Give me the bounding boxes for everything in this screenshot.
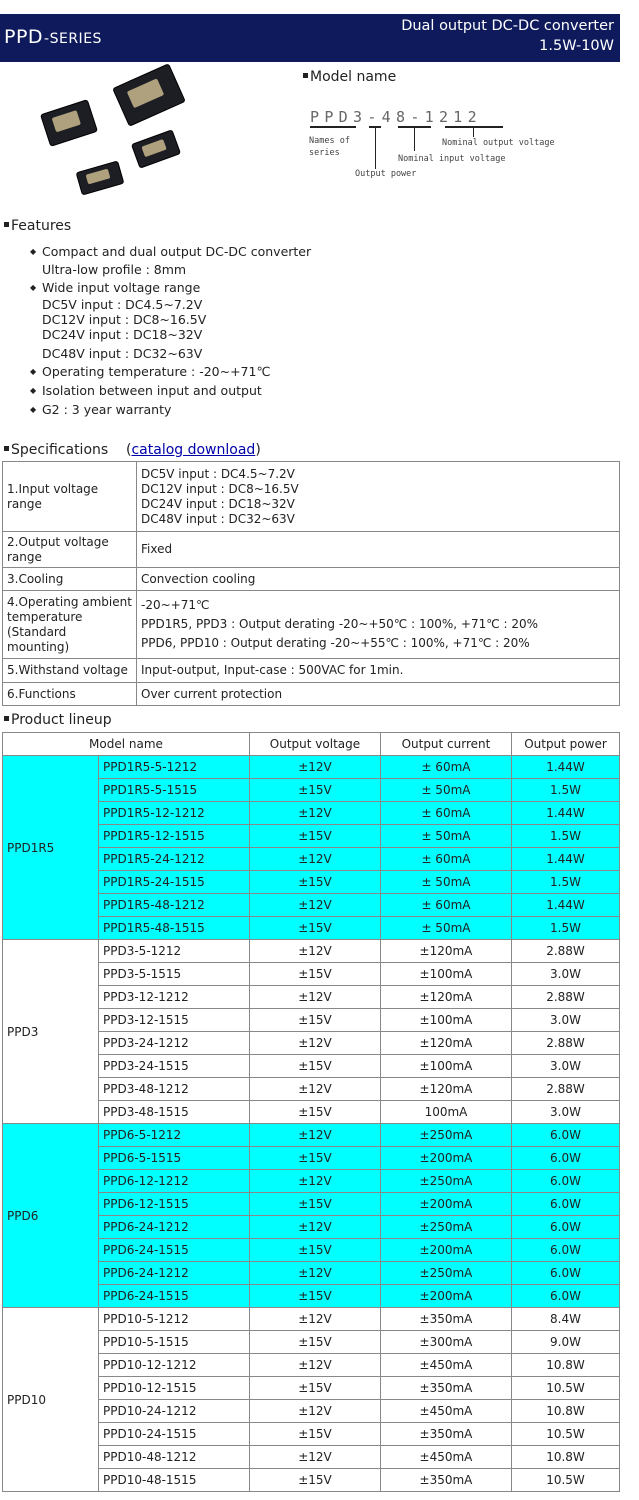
output-current-cell: ±450mA (380, 1446, 511, 1469)
model-cell: PPD3-24-1515 (99, 1055, 250, 1078)
output-power-cell: 1.44W (511, 756, 619, 779)
output-current-cell: ±250mA (380, 1170, 511, 1193)
model-cell: PPD1R5-12-1212 (99, 802, 250, 825)
output-power-cell: 10.5W (511, 1377, 619, 1400)
model-cell: PPD3-48-1515 (99, 1101, 250, 1124)
converter-module-image (40, 99, 98, 147)
spec-value: -20~+71℃ PPD1R5, PPD3 : Output derating -20~+50℃ : 100%, +71℃ : 20% PPD6, PPD10 : Output derating -20~+55℃ : 100%, +71℃ : 20% (137, 591, 620, 659)
output-current-cell: ± 50mA (380, 825, 511, 848)
output-power-cell: 6.0W (511, 1170, 619, 1193)
output-current-cell: ±100mA (380, 1009, 511, 1032)
output-power-cell: 6.0W (511, 1262, 619, 1285)
spec-row (3, 532, 620, 568)
model-cell: PPD6-24-1515 (99, 1239, 250, 1262)
output-current-cell: ±120mA (380, 1032, 511, 1055)
spec-label: 3.Cooling (3, 568, 137, 591)
feature-item: ◆ G2 : 3 year warranty (30, 400, 311, 419)
output-voltage-cell: ±12V (249, 802, 380, 825)
model-cell: PPD3-12-1212 (99, 986, 250, 1009)
product-lineup-heading: Product lineup (4, 712, 112, 728)
model-cell: PPD6-24-1515 (99, 1285, 250, 1308)
model-cell: PPD3-5-1515 (99, 963, 250, 986)
model-cell: PPD10-12-1515 (99, 1377, 250, 1400)
model-cell: PPD1R5-24-1515 (99, 871, 250, 894)
feature-item: ◆ Compact and dual output DC-DC converter Ultra-low profile : 8mm (30, 242, 311, 278)
output-power-cell: 3.0W (511, 1101, 619, 1124)
output-power-cell: 2.88W (511, 940, 619, 963)
output-current-cell: ±100mA (380, 963, 511, 986)
series-group-name: PPD1R5 (3, 756, 99, 940)
output-voltage-cell: ±15V (249, 1193, 380, 1216)
output-voltage-cell: ±15V (249, 1331, 380, 1354)
output-voltage-cell: ±15V (249, 779, 380, 802)
output-power-cell: 6.0W (511, 1193, 619, 1216)
output-voltage-cell: ±12V (249, 894, 380, 917)
output-current-cell: ± 50mA (380, 917, 511, 940)
output-voltage-cell: ±12V (249, 1354, 380, 1377)
output-voltage-cell: ±15V (249, 1101, 380, 1124)
output-power-cell: 9.0W (511, 1331, 619, 1354)
model-cell: PPD1R5-48-1212 (99, 894, 250, 917)
feature-item: ◆ Operating temperature : -20~+71℃ (30, 362, 311, 381)
output-power-cell: 6.0W (511, 1285, 619, 1308)
lineup-row (3, 940, 620, 963)
output-power-cell: 1.5W (511, 779, 619, 802)
output-voltage-cell: ±12V (249, 986, 380, 1009)
spec-row (3, 683, 620, 706)
model-cell: PPD10-5-1515 (99, 1331, 250, 1354)
output-voltage-cell: ±12V (249, 1170, 380, 1193)
features-list (30, 242, 311, 419)
spec-value: Convection cooling (137, 568, 620, 591)
model-cell: PPD3-12-1515 (99, 1009, 250, 1032)
spec-label: 2.Output voltage range (3, 532, 137, 568)
output-power-cell: 2.88W (511, 1078, 619, 1101)
bullet-square-icon (4, 446, 9, 451)
output-voltage-cell: ±15V (249, 1377, 380, 1400)
bullet-square-icon (303, 73, 308, 78)
output-power-cell: 1.5W (511, 871, 619, 894)
spec-row (3, 568, 620, 591)
output-current-cell: ±100mA (380, 1055, 511, 1078)
output-voltage-cell: ±12V (249, 1216, 380, 1239)
output-voltage-cell: ±15V (249, 1147, 380, 1170)
output-current-cell: ±120mA (380, 986, 511, 1009)
spec-label: 4.Operating ambient temperature (Standard mounting) (3, 591, 137, 659)
series-group-name: PPD3 (3, 940, 99, 1124)
model-cell: PPD6-12-1515 (99, 1193, 250, 1216)
output-current-cell: ±300mA (380, 1331, 511, 1354)
label-names-of-series: Names of series (309, 136, 350, 158)
model-cell: PPD1R5-12-1515 (99, 825, 250, 848)
output-current-cell: ± 50mA (380, 871, 511, 894)
output-current-cell: ±450mA (380, 1400, 511, 1423)
model-cell: PPD10-12-1212 (99, 1354, 250, 1377)
product-photo (30, 66, 190, 196)
output-power-cell: 3.0W (511, 1055, 619, 1078)
specifications-table (2, 461, 620, 706)
output-current-cell: ±250mA (380, 1262, 511, 1285)
bullet-square-icon (4, 222, 9, 227)
spec-label: 5.Withstand voltage (3, 659, 137, 683)
spec-value: Fixed (137, 532, 620, 568)
output-voltage-cell: ±15V (249, 1285, 380, 1308)
output-voltage-cell: ±12V (249, 1124, 380, 1147)
output-voltage-cell: ±15V (249, 1239, 380, 1262)
output-power-cell: 3.0W (511, 1009, 619, 1032)
spec-row (3, 591, 620, 659)
model-cell: PPD10-5-1212 (99, 1308, 250, 1331)
output-current-cell: ±350mA (380, 1377, 511, 1400)
output-current-cell: ±200mA (380, 1239, 511, 1262)
output-power-cell: 10.5W (511, 1423, 619, 1446)
model-cell: PPD6-24-1212 (99, 1262, 250, 1285)
series-description: Dual output DC-DC converter 1.5W-10W (401, 18, 614, 54)
output-voltage-cell: ±12V (249, 1308, 380, 1331)
output-power-cell: 2.88W (511, 1032, 619, 1055)
spec-value: DC5V input : DC4.5~7.2V DC12V input : DC8~16.5V DC24V input : DC18~32V DC48V input : DC32~63V (137, 462, 620, 532)
model-cell: PPD10-24-1212 (99, 1400, 250, 1423)
output-power-cell: 6.0W (511, 1239, 619, 1262)
model-code-example: PPD3-48-1212 (310, 108, 482, 126)
model-cell: PPD10-48-1515 (99, 1469, 250, 1492)
label-nominal-input-voltage: Nominal input voltage (398, 154, 506, 164)
model-cell: PPD1R5-5-1212 (99, 756, 250, 779)
output-power-cell: 6.0W (511, 1216, 619, 1239)
output-current-cell: ±350mA (380, 1469, 511, 1492)
output-voltage-cell: ±12V (249, 1400, 380, 1423)
series-header (0, 14, 620, 62)
features-heading: Features (4, 218, 71, 234)
output-current-cell: ±350mA (380, 1423, 511, 1446)
lineup-row (3, 1124, 620, 1147)
model-cell: PPD10-48-1212 (99, 1446, 250, 1469)
model-cell: PPD1R5-48-1515 (99, 917, 250, 940)
converter-module-image (131, 129, 181, 168)
model-cell: PPD6-5-1212 (99, 1124, 250, 1147)
output-voltage-cell: ±12V (249, 1262, 380, 1285)
output-power-cell: 10.5W (511, 1469, 619, 1492)
output-current-cell: ±200mA (380, 1285, 511, 1308)
output-current-cell: ± 60mA (380, 894, 511, 917)
output-power-cell: 10.8W (511, 1446, 619, 1469)
model-name-heading: Model name (303, 69, 396, 85)
spec-label: 1.Input voltage range (3, 462, 137, 532)
output-voltage-cell: ±15V (249, 825, 380, 848)
series-title: PPD-SERIES (4, 26, 102, 48)
output-power-cell: 8.4W (511, 1308, 619, 1331)
output-current-cell: ± 60mA (380, 756, 511, 779)
output-voltage-cell: ±15V (249, 1055, 380, 1078)
feature-item: ◆ Isolation between input and output (30, 381, 311, 400)
output-voltage-cell: ±15V (249, 1423, 380, 1446)
output-power-cell: 1.5W (511, 917, 619, 940)
model-cell: PPD3-24-1212 (99, 1032, 250, 1055)
lineup-header-row (3, 733, 620, 756)
converter-module-image (112, 63, 186, 127)
output-voltage-cell: ±12V (249, 1032, 380, 1055)
output-power-cell: 6.0W (511, 1147, 619, 1170)
output-voltage-cell: ±15V (249, 1009, 380, 1032)
header-model-name: Model name (3, 733, 250, 756)
output-current-cell: ± 60mA (380, 802, 511, 825)
output-power-cell: 2.88W (511, 986, 619, 1009)
label-output-power: Output power (355, 169, 417, 179)
model-cell: PPD6-12-1212 (99, 1170, 250, 1193)
output-current-cell: ±250mA (380, 1124, 511, 1147)
converter-module-image (76, 160, 125, 195)
output-current-cell: ± 50mA (380, 779, 511, 802)
spec-label: 6.Functions (3, 683, 137, 706)
output-power-cell: 1.5W (511, 825, 619, 848)
output-current-cell: ±120mA (380, 940, 511, 963)
model-cell: PPD6-24-1212 (99, 1216, 250, 1239)
output-voltage-cell: ±15V (249, 1469, 380, 1492)
output-current-cell: ±250mA (380, 1216, 511, 1239)
lineup-row (3, 756, 620, 779)
output-current-cell: ±200mA (380, 1193, 511, 1216)
lineup-body (3, 756, 620, 1492)
model-cell: PPD3-48-1212 (99, 1078, 250, 1101)
model-cell: PPD1R5-24-1212 (99, 848, 250, 871)
spec-row (3, 462, 620, 532)
output-current-cell: ±350mA (380, 1308, 511, 1331)
output-voltage-cell: ±12V (249, 1446, 380, 1469)
output-voltage-cell: ±15V (249, 917, 380, 940)
output-voltage-cell: ±12V (249, 756, 380, 779)
output-voltage-cell: ±12V (249, 1078, 380, 1101)
series-group-name: PPD10 (3, 1308, 99, 1492)
output-power-cell: 1.44W (511, 802, 619, 825)
spec-value: Input-output, Input-case : 500VAC for 1min. (137, 659, 620, 683)
bullet-square-icon (4, 716, 9, 721)
model-cell: PPD10-24-1515 (99, 1423, 250, 1446)
output-power-cell: 3.0W (511, 963, 619, 986)
model-cell: PPD3-5-1212 (99, 940, 250, 963)
output-current-cell: ±120mA (380, 1078, 511, 1101)
output-voltage-cell: ±12V (249, 940, 380, 963)
header-output-current: Output current (380, 733, 511, 756)
output-current-cell: ± 60mA (380, 848, 511, 871)
header-output-power: Output power (511, 733, 619, 756)
spec-value: Over current protection (137, 683, 620, 706)
model-cell: PPD6-5-1515 (99, 1147, 250, 1170)
output-current-cell: ±200mA (380, 1147, 511, 1170)
specifications-heading: Specifications (catalog download) (4, 442, 261, 458)
output-power-cell: 6.0W (511, 1124, 619, 1147)
label-nominal-output-voltage: Nominal output voltage (442, 138, 555, 148)
spec-row (3, 659, 620, 683)
output-power-cell: 1.44W (511, 894, 619, 917)
output-current-cell: 100mA (380, 1101, 511, 1124)
output-voltage-cell: ±15V (249, 871, 380, 894)
output-power-cell: 10.8W (511, 1400, 619, 1423)
product-lineup-table (2, 732, 620, 1492)
output-voltage-cell: ±12V (249, 848, 380, 871)
feature-item: ◆ Wide input voltage range DC5V input : DC4.5~7.2V DC12V input : DC8~16.5V DC24V input : DC18~32V DC48V input : DC32~63V (30, 278, 311, 362)
header-output-voltage: Output voltage (249, 733, 380, 756)
output-current-cell: ±450mA (380, 1354, 511, 1377)
output-voltage-cell: ±15V (249, 963, 380, 986)
lineup-row (3, 1308, 620, 1331)
output-power-cell: 10.8W (511, 1354, 619, 1377)
model-cell: PPD1R5-5-1515 (99, 779, 250, 802)
output-power-cell: 1.44W (511, 848, 619, 871)
catalog-download-link[interactable]: catalog download (131, 442, 256, 458)
series-group-name: PPD6 (3, 1124, 99, 1308)
